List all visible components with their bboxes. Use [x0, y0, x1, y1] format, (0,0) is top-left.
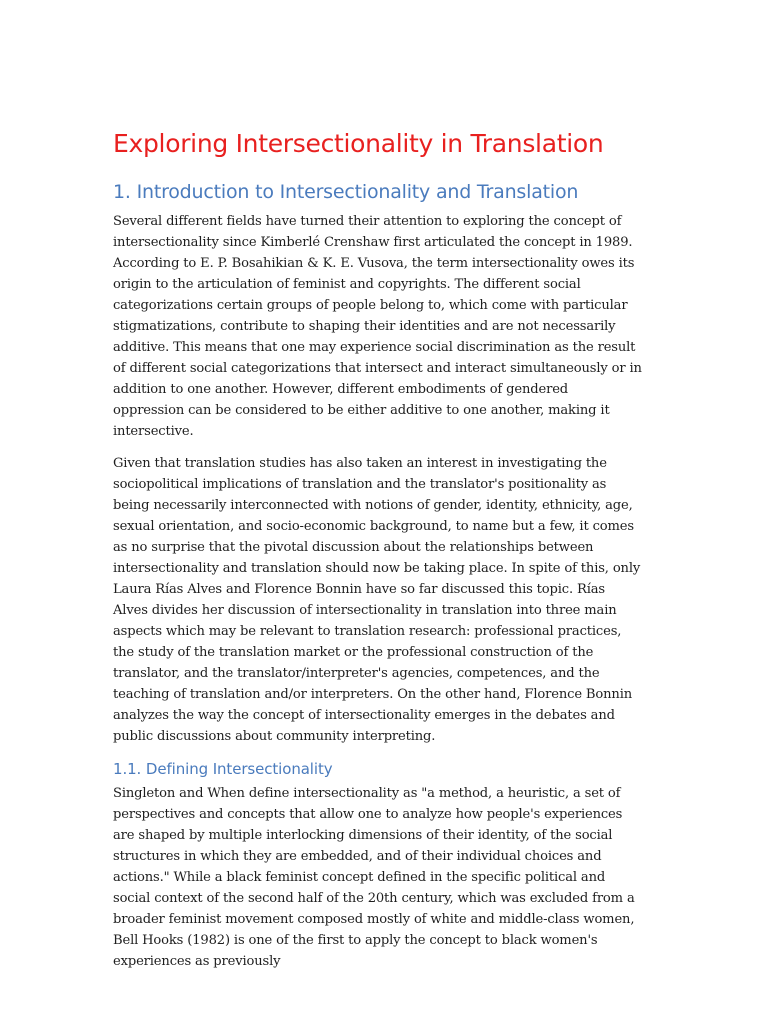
section-heading-introduction: 1. Introduction to Intersectionality and Translation	[113, 181, 579, 203]
paragraph-defining-1: Singleton and When define intersectionality as "a method, a heuristic, a set of perspectives and concepts that allow one to analyze how people's experiences are shaped by multiple interlocking dimensions of their identity, of the social structures in which they are embedded, and of their individual choices and actions." While a black feminist concept defined in the specific political and social context of the second half of the 20th century, which was excluded from a broader feminist movement composed mostly of white and middle-class women, Bell Hooks (1982) is one of the first to apply the concept to black women's experiences as previously	[113, 786, 635, 969]
paragraph-introduction-1: Several different fields have turned their attention to exploring the concept of intersectionality since Kimberlé Crenshaw first articulated the concept in 1989. According to E. P. Bosahikian & K. E. Vusova, the term intersectionality owes its origin to the articulation of feminist and copyrights. The different social categorizations certain groups of people belong to, which come with particular stigmatizations, contribute to shaping their identities and are not necessarily additive. This means that one may experience social discrimination as the result of different social categorizations that intersect and interact simultaneously or in addition to one another. However, different embodiments of gendered oppression can be considered to be either additive to one another, making it intersective.	[113, 214, 642, 439]
subsection-heading-defining: 1.1. Defining Intersectionality	[113, 760, 333, 778]
document-title: Exploring Intersectionality in Translation	[113, 129, 604, 158]
document-content	[113, 126, 643, 983]
paragraph-introduction-2: Given that translation studies has also taken an interest in investigating the sociopolitical implications of translation and the translator's positionality as being necessarily interconnected with notions of gender, identity, ethnicity, age, sexual orientation, and socio-economic background, to name but a few, it comes as no surprise that the pivotal discussion about the relationships between intersectionality and translation should now be taking place. In spite of this, only Laura Rías Alves and Florence Bonnin have so far discussed this topic. Rías Alves divides her discussion of intersectionality in translation into three main aspects which may be relevant to translation research: professional practices, the study of the translation market or the professional construction of the translator, and the translator/interpreter's agencies, competences, and the teaching of translation and/or interpreters. On the other hand, Florence Bonnin analyzes the way the concept of intersectionality emerges in the debates and public discussions about community interpreting.	[113, 456, 641, 744]
